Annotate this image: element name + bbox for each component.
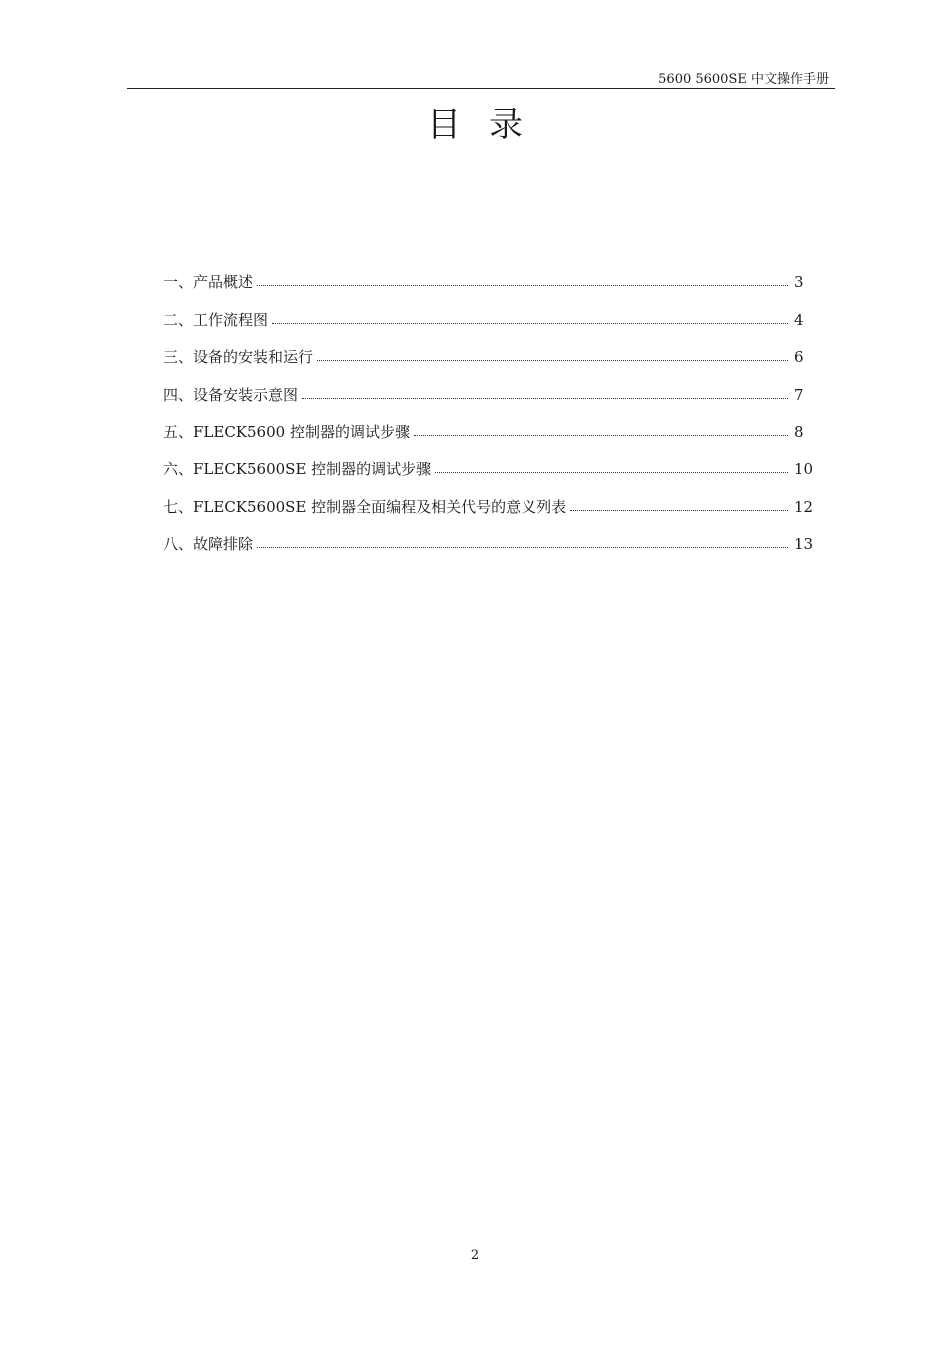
toc-entry-label: 六、FLECK5600SE 控制器的调试步骤: [163, 460, 432, 479]
toc-entry-label: 一、产品概述: [163, 273, 254, 292]
toc-dot-leader: [570, 509, 788, 511]
toc-dot-leader: [317, 359, 788, 361]
toc-list: [163, 255, 818, 554]
toc-entry-page: 10: [794, 460, 814, 479]
toc-entry-page: 4: [794, 310, 804, 329]
toc-entry[interactable]: [163, 367, 818, 404]
toc-entry[interactable]: [163, 330, 818, 367]
toc-entry-label: 四、设备安装示意图: [163, 385, 299, 404]
toc-dot-leader: [257, 546, 788, 548]
toc-entry[interactable]: [163, 517, 818, 554]
toc-entry[interactable]: [163, 292, 818, 329]
toc-dot-leader: [302, 397, 788, 399]
toc-entry[interactable]: [163, 442, 818, 479]
toc-dot-leader: [414, 434, 788, 436]
toc-entry-label: 八、故障排除: [163, 535, 254, 554]
page-number: 2: [470, 1248, 480, 1263]
toc-entry-page: 6: [794, 348, 804, 367]
toc-entry-page: 3: [794, 273, 804, 292]
toc-entry[interactable]: [163, 405, 818, 442]
toc-dot-leader: [435, 471, 788, 473]
toc-entry-page: 8: [794, 422, 804, 441]
toc-dot-leader: [272, 322, 788, 324]
toc-entry-label: 七、FLECK5600SE 控制器全面编程及相关代号的意义列表: [163, 497, 567, 516]
toc-entry-label: 五、FLECK5600 控制器的调试步骤: [163, 422, 410, 441]
toc-entry-label: 三、设备的安装和运行: [163, 348, 314, 367]
toc-entry-page: 12: [794, 497, 814, 516]
toc-entry[interactable]: [163, 255, 818, 292]
toc-entry-label: 二、工作流程图: [163, 310, 269, 329]
toc-entry[interactable]: [163, 479, 818, 516]
page-header: [127, 66, 835, 89]
toc-title: 目录: [427, 105, 551, 145]
toc-entry-page: 7: [794, 385, 804, 404]
toc-entry-page: 13: [794, 535, 814, 554]
toc-dot-leader: [257, 284, 788, 286]
header-title: 5600 5600SE 中文操作手册: [658, 72, 829, 87]
